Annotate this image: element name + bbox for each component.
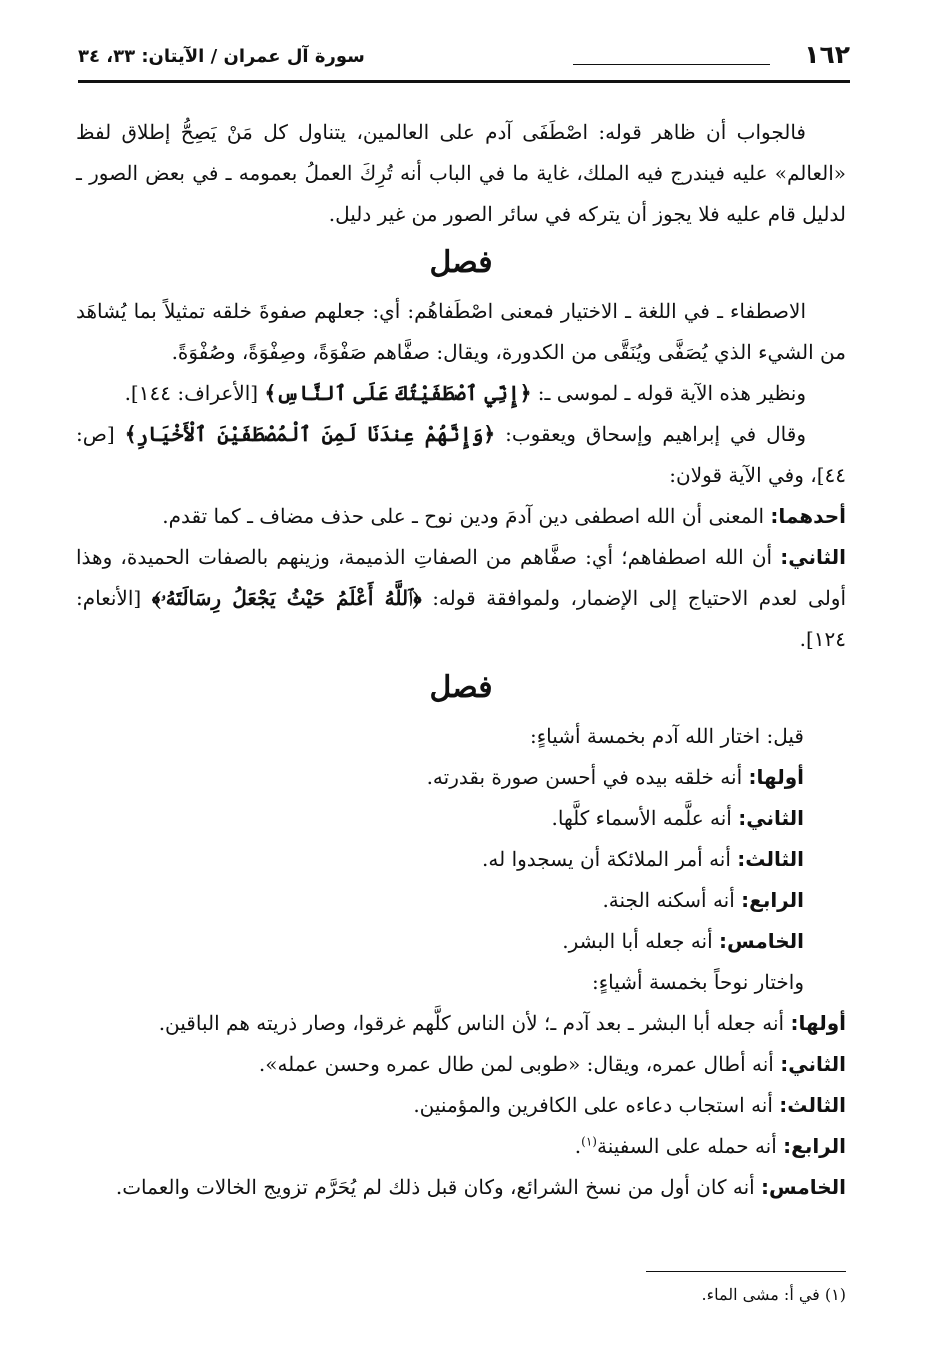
verse-reference: [الأعراف: ١٤٤].: [124, 381, 259, 405]
item-label: الخامس:: [761, 1175, 846, 1199]
item-text: أنه أطال عمره، ويقال: «طوبى لمن طال عمره وحسن عمله».: [258, 1052, 774, 1076]
footnote-rule: [646, 1271, 846, 1272]
opinion-label: الثاني:: [780, 545, 846, 569]
list-item: [76, 1003, 846, 1044]
second-opinion: [76, 537, 846, 660]
item-text: أنه أسكنه الجنة.: [602, 888, 735, 912]
opinion-text: أن الله اصطفاهم؛ أي: صفَّاهم من الصفاتِ الذميمة، وزينهم بالصفات الحميدة، وهذا أولى لعدم الاحتياج إلى الإضمار، ولموافقة قوله:: [76, 545, 846, 610]
item-label: أولها:: [748, 765, 804, 789]
item-text: أنه حمله على السفينة: [596, 1134, 777, 1158]
item-text-end: .: [574, 1134, 582, 1158]
answer-paragraph: فالجواب أن ظاهر قوله: اصْطَفَى آدم على العالمين، يتناول كل مَنْ يَصِحُّ إطلاق لفظ «العالم» عليه فيندرج فيه الملك، غاية ما في الباب أنه تُرِكَ العملُ بعمومه ـ في بعض الصور ـ لدليل قام عليه فلا يجوز أن يتركه في سائر الصور من غير دليل.: [76, 120, 846, 226]
opinion-label: أحدهما:: [770, 504, 846, 528]
istifa-definition: الاصطفاء ـ في اللغة ـ الاختيار فمعنى اصْطَفاهُم: أي: جعلهم صفوةَ خلقه تمثيلاً بما يُشاهَد من الشيء الذي يُصَفَّى ويُنَقَّى من الكدورة، ويقال: صفَّاهم صَفْوَةً، وصِفْوَةً، وصُفْوَةً.: [76, 299, 846, 364]
footnote: (١) في أ: مشى الماء.: [701, 1285, 846, 1304]
item-label: الرابع:: [783, 1134, 846, 1158]
item-text: أنه استجاب دعاءه على الكافرين والمؤمنين.: [413, 1093, 773, 1117]
item-text: أنه جعله أبا البشر.: [562, 929, 713, 953]
musa-verse-paragraph: [76, 373, 846, 414]
item-label: أولها:: [790, 1011, 846, 1035]
page-body: [76, 112, 846, 1208]
list-item: [76, 1167, 846, 1208]
item-label: الثاني:: [738, 806, 804, 830]
list-item: [76, 1044, 846, 1085]
nuh-list: [76, 1003, 846, 1208]
item-label: الثالث:: [737, 847, 804, 871]
list-item: [76, 1126, 846, 1167]
verse-reference: [الأنعام: ١٢٤].: [76, 586, 846, 651]
paragraph-text: وفي الآية قولان:: [669, 463, 804, 487]
quran-quote: ﴿إِنِّي ٱصْطَفَيْتُكَ عَلَى ٱلنَّاسِ﴾: [264, 381, 532, 405]
adam-intro: قيل: اختار الله آدم بخمسة أشياءٍ:: [529, 724, 804, 748]
paragraph-text: وقال في إبراهيم وإسحاق ويعقوب:: [505, 422, 806, 446]
first-opinion: [76, 496, 846, 537]
list-item: [76, 921, 846, 962]
quran-quote: ﴿ٱللَّهُ أَعْلَمُ حَيْثُ يَجْعَلُ رِسَالَتَهُۥ﴾: [151, 586, 422, 610]
item-text: أنه أمر الملائكة أن يسجدوا له.: [482, 847, 731, 871]
adam-list: [76, 757, 846, 962]
ibrahim-verse-paragraph: [76, 414, 846, 496]
quran-quote: ﴿وَإِنَّهُمْ عِندَنَا لَمِنَ ٱلْمُصْطَفَيْنَ ٱلْأَخْيَارِ﴾: [124, 422, 496, 446]
header-rule: [573, 64, 770, 65]
footnote-marker: (١): [581, 1134, 597, 1149]
section-heading: فصل: [429, 245, 493, 280]
page-header: [78, 38, 850, 83]
item-text: أنه كان أول من نسخ الشرائع، وكان قبل ذلك لم يُحَرَّم تزويج الخالات والعمات.: [115, 1175, 755, 1199]
list-item: [76, 798, 846, 839]
item-label: الرابع:: [741, 888, 804, 912]
running-title: سورة آل عمران / الآيتان: ٣٣، ٣٤: [78, 46, 365, 67]
item-text: أنه خلقه بيده في أحسن صورة بقدرته.: [426, 765, 743, 789]
list-item: [76, 839, 846, 880]
nuh-intro: واختار نوحاً بخمسة أشياءٍ:: [592, 970, 804, 994]
paragraph-text: ونظير هذه الآية قوله ـ لموسى ـ:: [537, 381, 806, 405]
list-item: [76, 757, 846, 798]
verse-reference: [ص: ٤٤]،: [76, 422, 846, 487]
item-text: أنه علَّمه الأسماء كلَّها.: [551, 806, 732, 830]
section-heading: فصل: [429, 670, 493, 705]
item-label: الثاني:: [780, 1052, 846, 1076]
item-text: أنه جعله أبا البشر ـ بعد آدم ـ؛ لأن الناس كلَّهم غرقوا، وصار ذريته هم الباقين.: [158, 1011, 785, 1035]
page-number: ١٦٢: [804, 40, 850, 69]
item-label: الثالث:: [779, 1093, 846, 1117]
item-label: الخامس:: [719, 929, 804, 953]
list-item: [76, 1085, 846, 1126]
opinion-text: المعنى أن الله اصطفى دين آدمَ ودين نوح ـ على حذف مضاف ـ كما تقدم.: [162, 504, 765, 528]
list-item: [76, 880, 846, 921]
